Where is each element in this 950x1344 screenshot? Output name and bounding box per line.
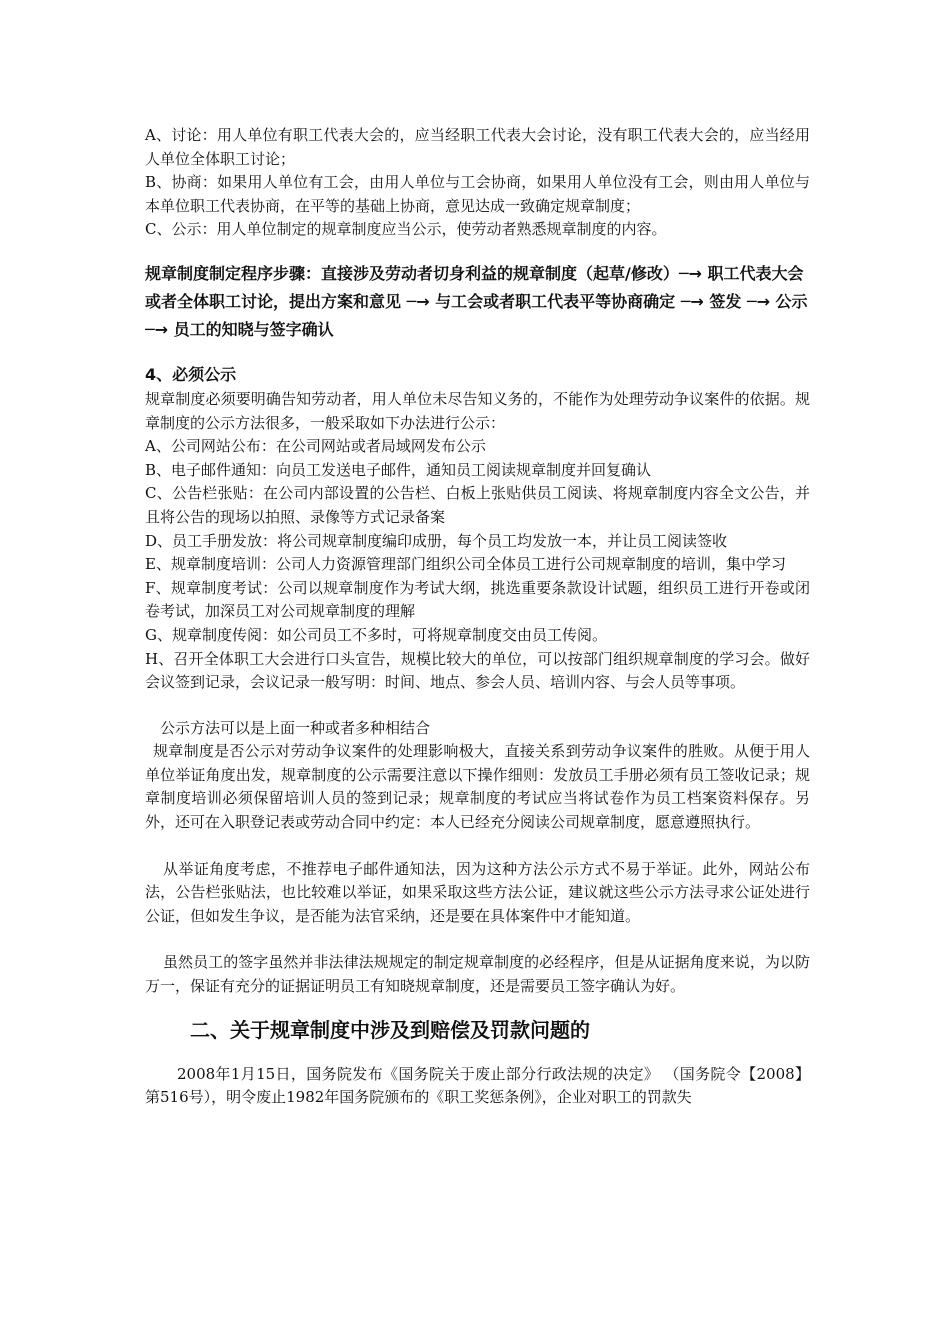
method-item: F、规章制度考试：公司以规章制度作为考试大纲，挑选重要条款设计试题，组织员工进行开卷或闭卷考试，加深员工对公司规章制度的理解 xyxy=(145,578,810,621)
method-item: B、电子邮件通知：向员工发送电子邮件，通知员工阅读规章制度并回复确认 xyxy=(145,460,652,479)
section-4-heading: 4、必须公示 xyxy=(145,364,237,384)
paragraph-2008-decree: 2008年1月15日，国务院发布《国务院关于废止部分行政法规的决定》 （国务院令【2008】第516号），明令废止1982年国务院颁布的《职工奖惩条例》，企业对职工的罚款失 xyxy=(145,1064,810,1107)
paragraph-publicity: C、公示：用人单位制定的规章制度应当公示，使劳动者熟悉规章制度的内容。 xyxy=(145,220,667,239)
method-item: G、规章制度传阅：如公司员工不多时，可将规章制度交由员工传阅。 xyxy=(145,625,607,644)
method-item: A、公司网站公布：在公司网站或者局域网发布公示 xyxy=(145,437,486,456)
spacer xyxy=(145,1045,810,1063)
method-item: H、召开全体职工大会进行口头宣告，规模比较大的单位，可以按部门组织规章制度的学习会。做好会议签到记录，会议记录一般写明：时间、地点、参会人员、培训内容、与会人员等事项。 xyxy=(145,649,810,692)
method-item: D、员工手册发放：将公司规章制度编印成册，每个员工均发放一本，并让员工阅读签收 xyxy=(145,531,728,550)
method-item: E、规章制度培训：公司人力资源管理部门组织公司全体员工进行公司规章制度的培训，集中学习 xyxy=(145,555,786,574)
spacer xyxy=(145,835,810,858)
paragraph-discussion: A、讨论：用人单位有职工代表大会的，应当经职工代表大会讨论，没有职工代表大会的，应当经用人单位全体职工讨论； xyxy=(145,126,810,168)
paragraph-impact: 规章制度是否公示对劳动争议案件的处理影响极大，直接关系到劳动争议案件的胜败。从便于用人单位举证角度出发，规章制度的公示需要注意以下操作细则：发放员工手册必须有员工签收记录；规章制度培训必须保留培训人员的签到记录；规章制度的考试应当将试卷作为员工档案资料保存。另外，还可在入职登记表或劳动合同中约定：本人已经充分阅读公司规章制度，愿意遵照执行。 xyxy=(145,742,810,832)
paragraph-signature: 虽然员工的签字虽然并非法律法规规定的制定规章制度的必经程序，但是从证据角度来说，为以防万一，保证有充分的证据证明员工有知晓规章制度，还是需要员工签字确认为好。 xyxy=(145,953,810,996)
spacer xyxy=(145,928,810,951)
paragraph-evidence: 从举证角度考虑，不推荐电子邮件通知法，因为这种方法公示方式不易于举证。此外，网站公布法，公告栏张贴法，也比较难以举证，如果采取这些方法公证，建议就这些公示方法寻求公证处进行公证，但如发生争议，是否能为法官采纳，还是要在具体案件中才能知道。 xyxy=(145,859,810,925)
document-body xyxy=(145,124,810,1110)
paragraph-consultation: B、协商：如果用人单位有工会，由用人单位与工会协商，如果用人单位没有工会，则由用人单位与本单位职工代表协商，在平等的基础上协商，意见达成一致确定规章制度； xyxy=(145,173,810,215)
combine-note: 公示方法可以是上面一种或者多种相结合 xyxy=(160,718,431,737)
procedure-steps: 规章制度制定程序步骤：直接涉及劳动者切身利益的规章制度（起草/修改）─→ 职工代表大会或者全体职工讨论，提出方案和意见 ─→ 与工会或者职工代表平等协商确定 ─→ 签发 ─→ 公示 ─→ 员工的知晓与签字确认 xyxy=(145,263,808,339)
spacer xyxy=(145,242,810,260)
section-4-intro: 规章制度必须要明确告知劳动者，用人单位未尽告知义务的，不能作为处理劳动争议案件的依据。规章制度的公示方法很多，一般采取如下办法进行公示： xyxy=(145,389,810,432)
spacer xyxy=(145,999,810,1015)
section-2-title: 二、关于规章制度中涉及到赔偿及罚款问题的 xyxy=(190,1017,590,1042)
method-item: C、公告栏张贴：在公司内部设置的公告栏、白板上张贴供员工阅读、将规章制度内容全文公告，并且将公告的现场以拍照、录像等方式记录备案 xyxy=(145,484,810,526)
spacer xyxy=(145,344,810,362)
spacer xyxy=(145,695,810,717)
